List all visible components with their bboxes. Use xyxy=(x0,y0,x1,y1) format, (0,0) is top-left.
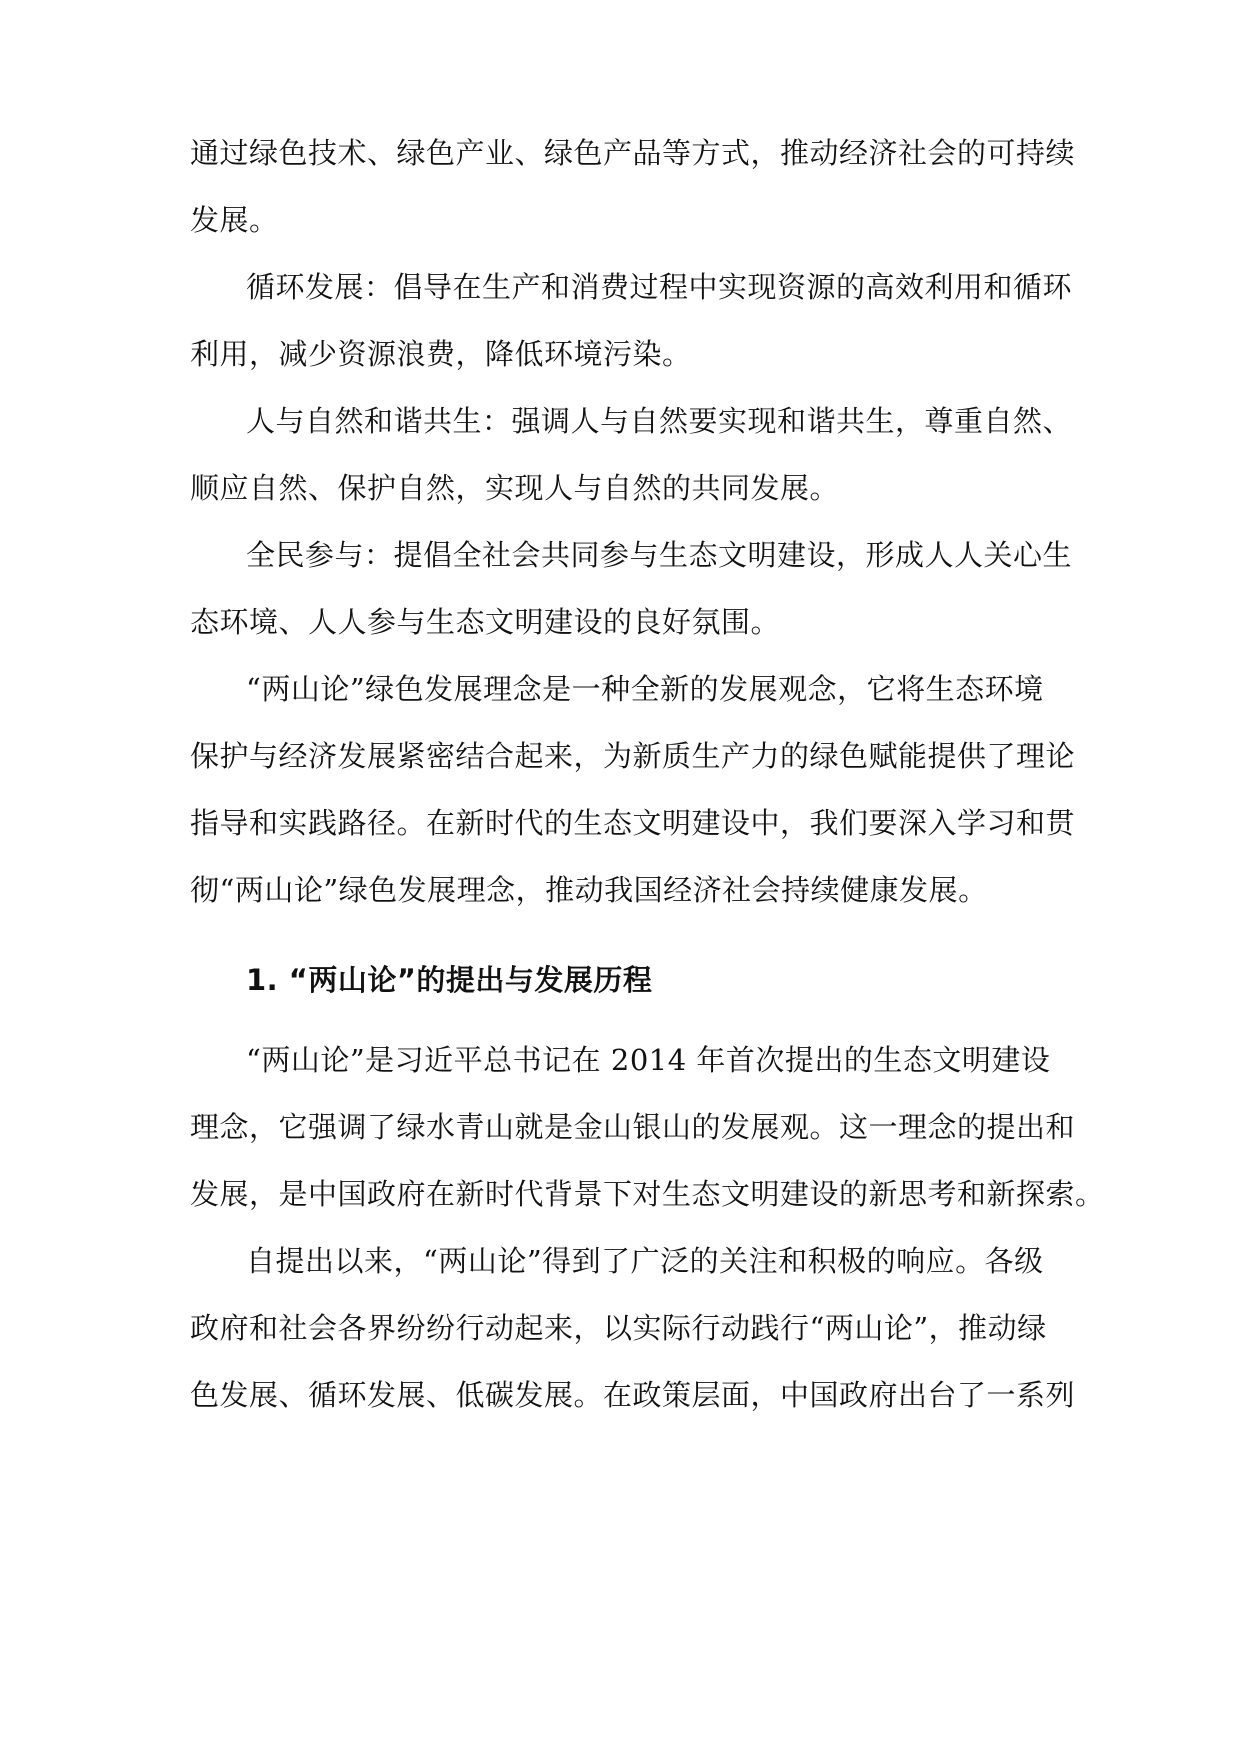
paragraph-line: 利用，减少资源浪费，降低环境污染。 xyxy=(190,337,692,371)
paragraph-line: 人与自然和谐共生：强调人与自然要实现和谐共生，尊重自然、 xyxy=(246,404,1073,438)
paragraph-line: “两山论”绿色发展理念是一种全新的发展观念，它将生态环境 xyxy=(246,672,1044,706)
paragraph-line: 色发展、循环发展、低碳发展。在政策层面，中国政府出台了一系列 xyxy=(190,1378,1076,1412)
paragraph-line: 政府和社会各界纷纷行动起来，以实际行动践行“两山论”，推动绿 xyxy=(190,1311,1047,1345)
paragraph-line: 全民参与：提倡全社会共同参与生态文明建设，形成人人关心生 xyxy=(246,538,1073,572)
paragraph-line: 彻“两山论”绿色发展理念，推动我国经济社会持续健康发展。 xyxy=(190,873,988,907)
paragraph-line: 自提出以来，“两山论”得到了广泛的关注和积极的响应。各级 xyxy=(246,1244,1044,1278)
section-heading: 1. “两山论”的提出与发展历程 xyxy=(246,963,653,997)
paragraph-line: 理念，它强调了绿水青山就是金山银山的发展观。这一理念的提出和 xyxy=(190,1110,1076,1144)
paragraph-line: “两山论”是习近平总书记在 2014 年首次提出的生态文明建设 xyxy=(246,1043,1051,1077)
paragraph-line: 发展，是中国政府在新时代背景下对生态文明建设的新思考和新探索。 xyxy=(190,1177,1105,1211)
paragraph-line: 循环发展：倡导在生产和消费过程中实现资源的高效利用和循环 xyxy=(246,270,1073,304)
paragraph-line: 保护与经济发展紧密结合起来，为新质生产力的绿色赋能提供了理论 xyxy=(190,739,1076,773)
paragraph-line: 顺应自然、保护自然，实现人与自然的共同发展。 xyxy=(190,471,840,505)
paragraph-line: 通过绿色技术、绿色产业、绿色产品等方式，推动经济社会的可持续 xyxy=(190,136,1076,170)
paragraph-line: 指导和实践路径。在新时代的生态文明建设中，我们要深入学习和贯 xyxy=(190,806,1076,840)
paragraph-line: 发展。 xyxy=(190,203,279,237)
paragraph-line: 态环境、人人参与生态文明建设的良好氛围。 xyxy=(190,605,781,639)
